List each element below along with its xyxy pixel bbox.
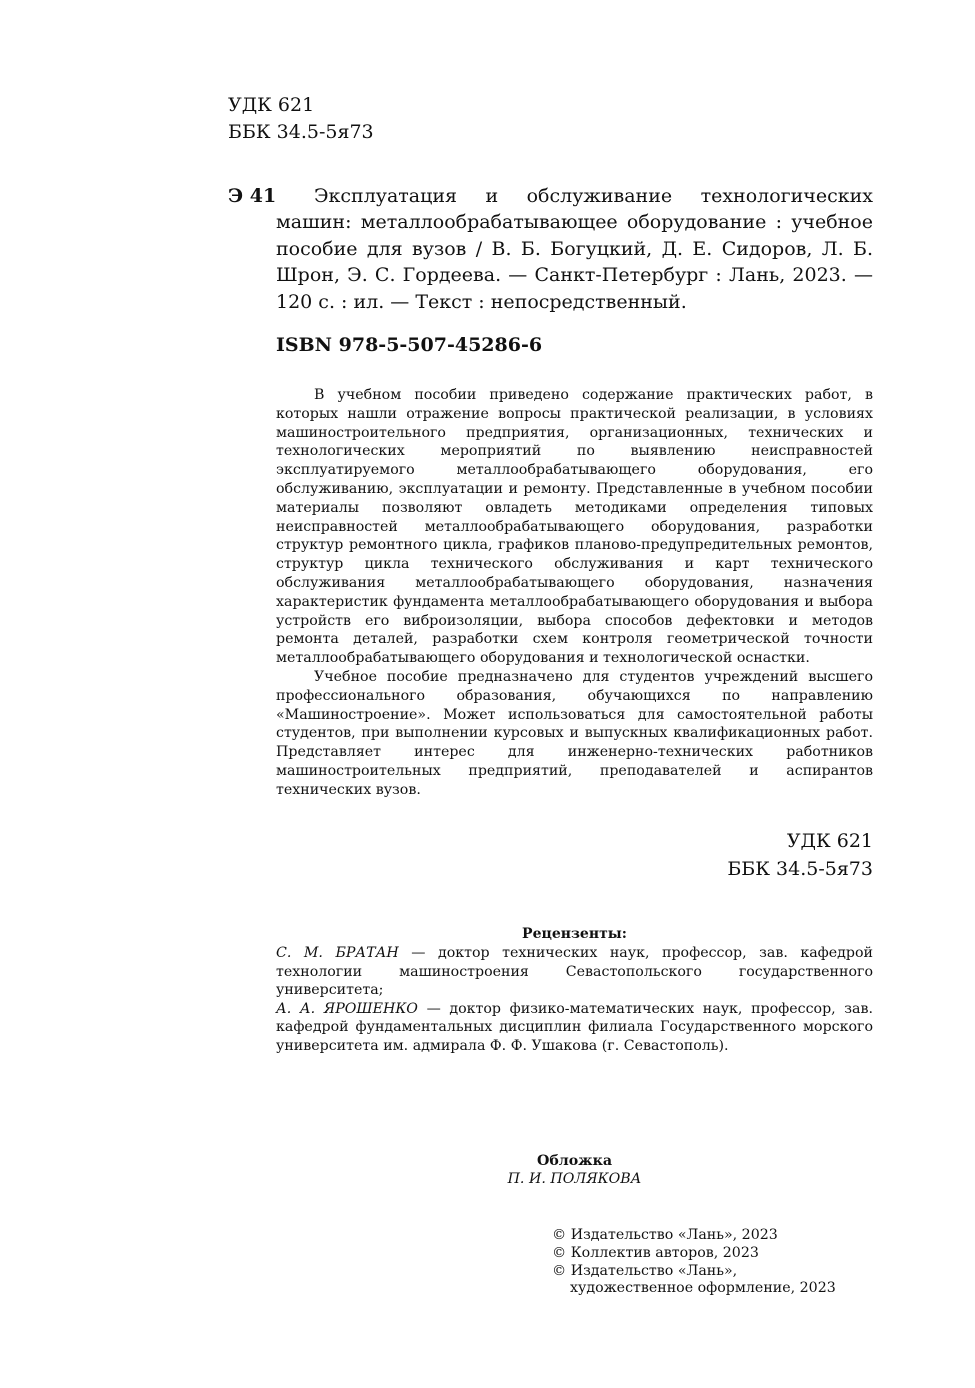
- copyright-line: © Коллектив авторов, 2023: [552, 1244, 759, 1261]
- reviewer-details: — доктор физико-математических наук, профессор, зав. кафедрой фундаментальных дисциплин филиала Государственного морского университета им. адмирала Ф. Ф. Ушакова (г. Севастополь).: [276, 1000, 873, 1054]
- author-mark: Э 41: [228, 185, 277, 207]
- reviewers-title: Рецензенты:: [522, 926, 627, 942]
- abstract-paragraph: Учебное пособие предназначено для студентов учреждений высшего профессионального образования, обучающихся по направлению «Машиностроение». Может использоваться для самостоятельной работы студентов, при выполнении курсовых и выпускных квалификационных работ. Представляет интерес для инженерно-технических работников машиностроительных предприятий, преподавателей и аспирантов технических вузов.: [276, 668, 873, 798]
- udk-code: УДК 621: [786, 830, 873, 852]
- reviewer-entry: [276, 1000, 873, 1056]
- reviewer-name: А. А. ЯРОШЕНКО: [276, 1000, 418, 1017]
- copyright-line: художественное оформление, 2023: [570, 1280, 836, 1297]
- udk-code: УДК 621: [228, 94, 315, 116]
- classification-block: [727, 827, 873, 883]
- cover-credit: [276, 1152, 873, 1188]
- cover-artist: П. И. ПОЛЯКОВА: [507, 1171, 642, 1187]
- bbk-code: ББК 34.5-5я73: [228, 121, 374, 143]
- abstract-paragraph: В учебном пособии приведено содержание практических работ, в которых нашли отражение вопросы практической реализации, в условиях машиностроительного предприятия, организационных, технических и технологических мероприятий по выявлению неисправностей эксплуатируемого металлообрабатывающего оборудования, его обслуживанию, эксплуатации и ремонту. Представленные в учебном пособии материалы позволяют овладеть методиками определения типовых неисправностей металлообрабатывающего оборудования, разработки структур ремонтного цикла, графиков планово-предупредительных ремонтов, структур цикла технического обслуживания и карт технического обслуживания металлообрабатывающего оборудования, назначения характеристик фундамента металлообрабатывающего оборудования и выбора устройств его виброизоляции, выбора способов дефектовки и методов ремонта деталей, разработки схем контроля геометрической точности металлообрабатывающего оборудования и технологической оснастки.: [276, 387, 873, 667]
- cover-title: Обложка: [536, 1153, 613, 1169]
- bibliographic-description: Эксплуатация и обслуживание технологических машин: металлообрабатывающее оборудование : учебное пособие для вузов / В. Б. Богуцкий, Д. Е. Сидоров, Л. Б. Шрон, Э. С. Гордеева. — Санкт-Петербург : Лань, 2023. — 120 с. : ил. — Текст : непосредственный.: [276, 185, 873, 313]
- reviewer-details: — доктор технических наук, профессор, зав. кафедрой технологии машиностроения Севастопольского государственного университета;: [276, 945, 873, 999]
- reviewers-list: [276, 944, 873, 1056]
- isbn: ISBN 978-5-507-45286-6: [276, 334, 543, 356]
- header-classification: [228, 92, 374, 146]
- copyright-line: © Издательство «Лань», 2023: [552, 1227, 778, 1243]
- reviewer-name: С. М. БРАТАН: [276, 945, 399, 961]
- bbk-code: ББК 34.5-5я73: [727, 858, 873, 880]
- copyright-line: © Издательство «Лань»,: [552, 1262, 738, 1279]
- abstract: [276, 386, 873, 800]
- reviewer-entry: [276, 944, 873, 1000]
- copyright-block: [552, 1227, 836, 1298]
